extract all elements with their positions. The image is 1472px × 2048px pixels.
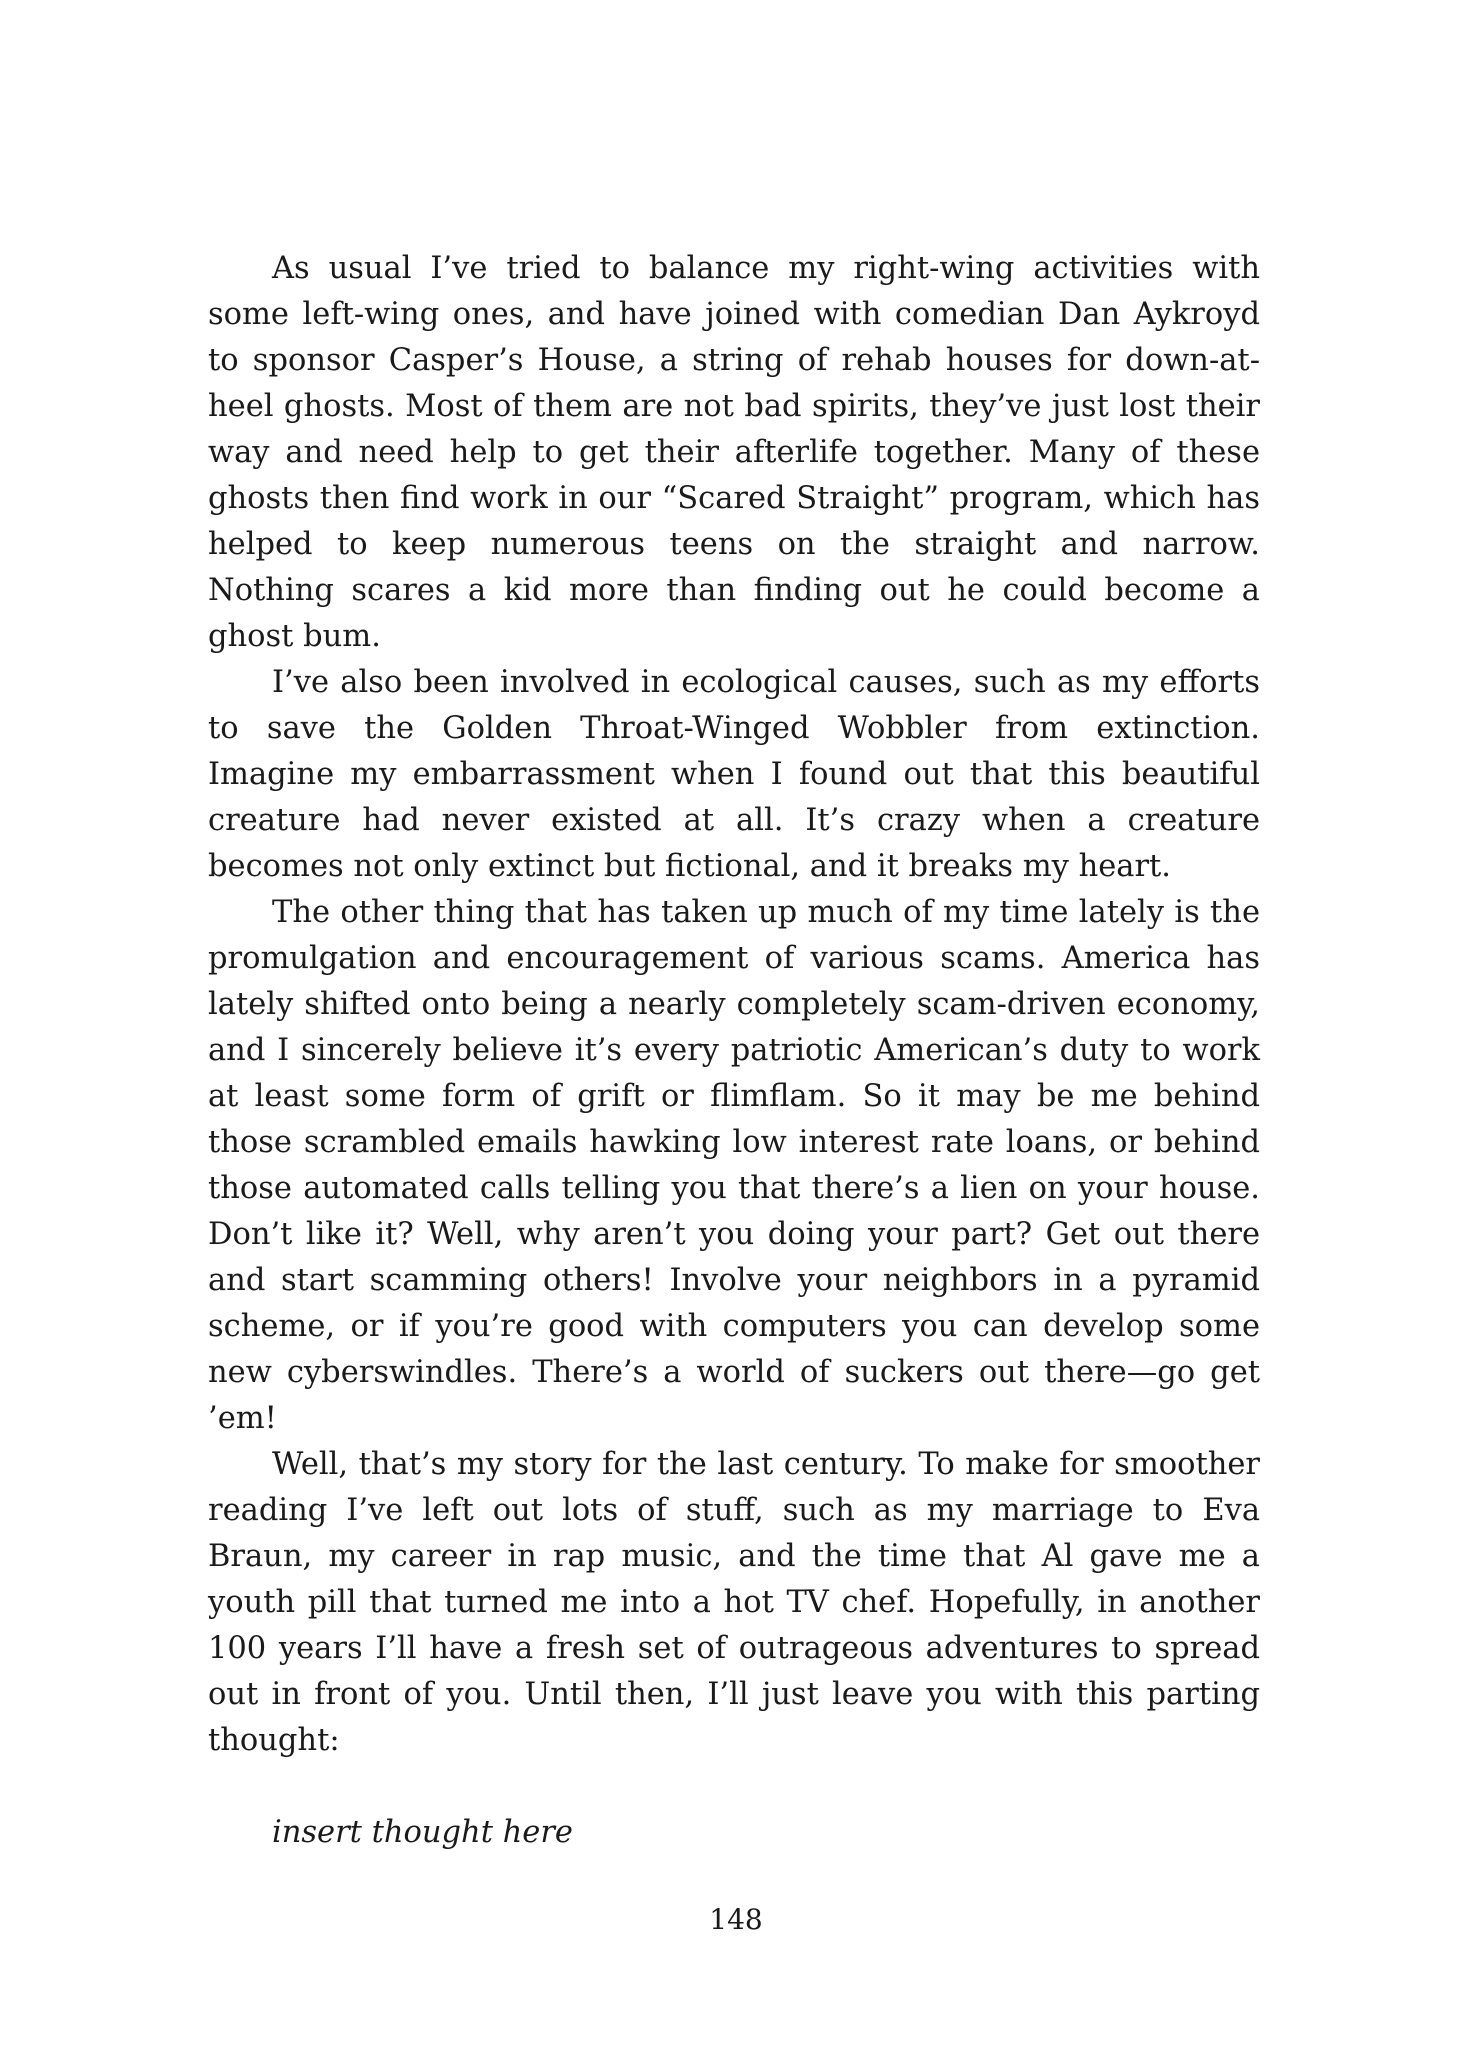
- page-body: [208, 246, 1260, 1856]
- paragraph-1: As usual I’ve tried to balance my right-wing activities with some left-wing ones, and have joined with comedian Dan Aykroyd to sponsor Casper’s House, a string of rehab houses for down-at-heel ghosts. Most of them are not bad spirits, they’ve just lost their way and need help to get their afterlife together. Many of these ghosts then find work in our “Scared Straight” program, which has helped to keep numerous teens on the straight and narrow. Nothing scares a kid more than finding out he could become a ghost bum.: [208, 251, 1260, 654]
- page-number: 148: [709, 1903, 763, 1936]
- closing-thought: insert thought here: [272, 1815, 573, 1850]
- paragraph-3: The other thing that has taken up much of my time lately is the promulgation and encouragement of various scams. America has lately shifted onto being a nearly completely scam-driven economy, and I sincerely believe it’s every patriotic American’s duty to work at least some form of grift or flimflam. So it may be me behind those scrambled emails hawking low interest rate loans, or behind those automated calls telling you that there’s a lien on your house. Don’t like it? Well, why aren’t you doing your part? Get out there and start scamming others! Involve your neighbors in a pyramid scheme, or if you’re good with computers you can develop some new cyberswindles. There’s a world of suckers out there—go get ’em!: [208, 895, 1260, 1436]
- paragraph-2: I’ve also been involved in ecological causes, such as my efforts to save the Golden Throat-Winged Wobbler from extinction. Imagine my embarrassment when I found out that this beautiful creature had never existed at all. It’s crazy when a creature becomes not only extinct but fictional, and it breaks my heart.: [208, 665, 1260, 884]
- paragraph-4: Well, that’s my story for the last century. To make for smoother reading I’ve left out lots of stuff, such as my marriage to Eva Braun, my career in rap music, and the time that Al gave me a youth pill that turned me into a hot TV chef. Hopefully, in another 100 years I’ll have a fresh set of outrageous adventures to spread out in front of you. Until then, I’ll just leave you with this parting thought:: [208, 1447, 1260, 1758]
